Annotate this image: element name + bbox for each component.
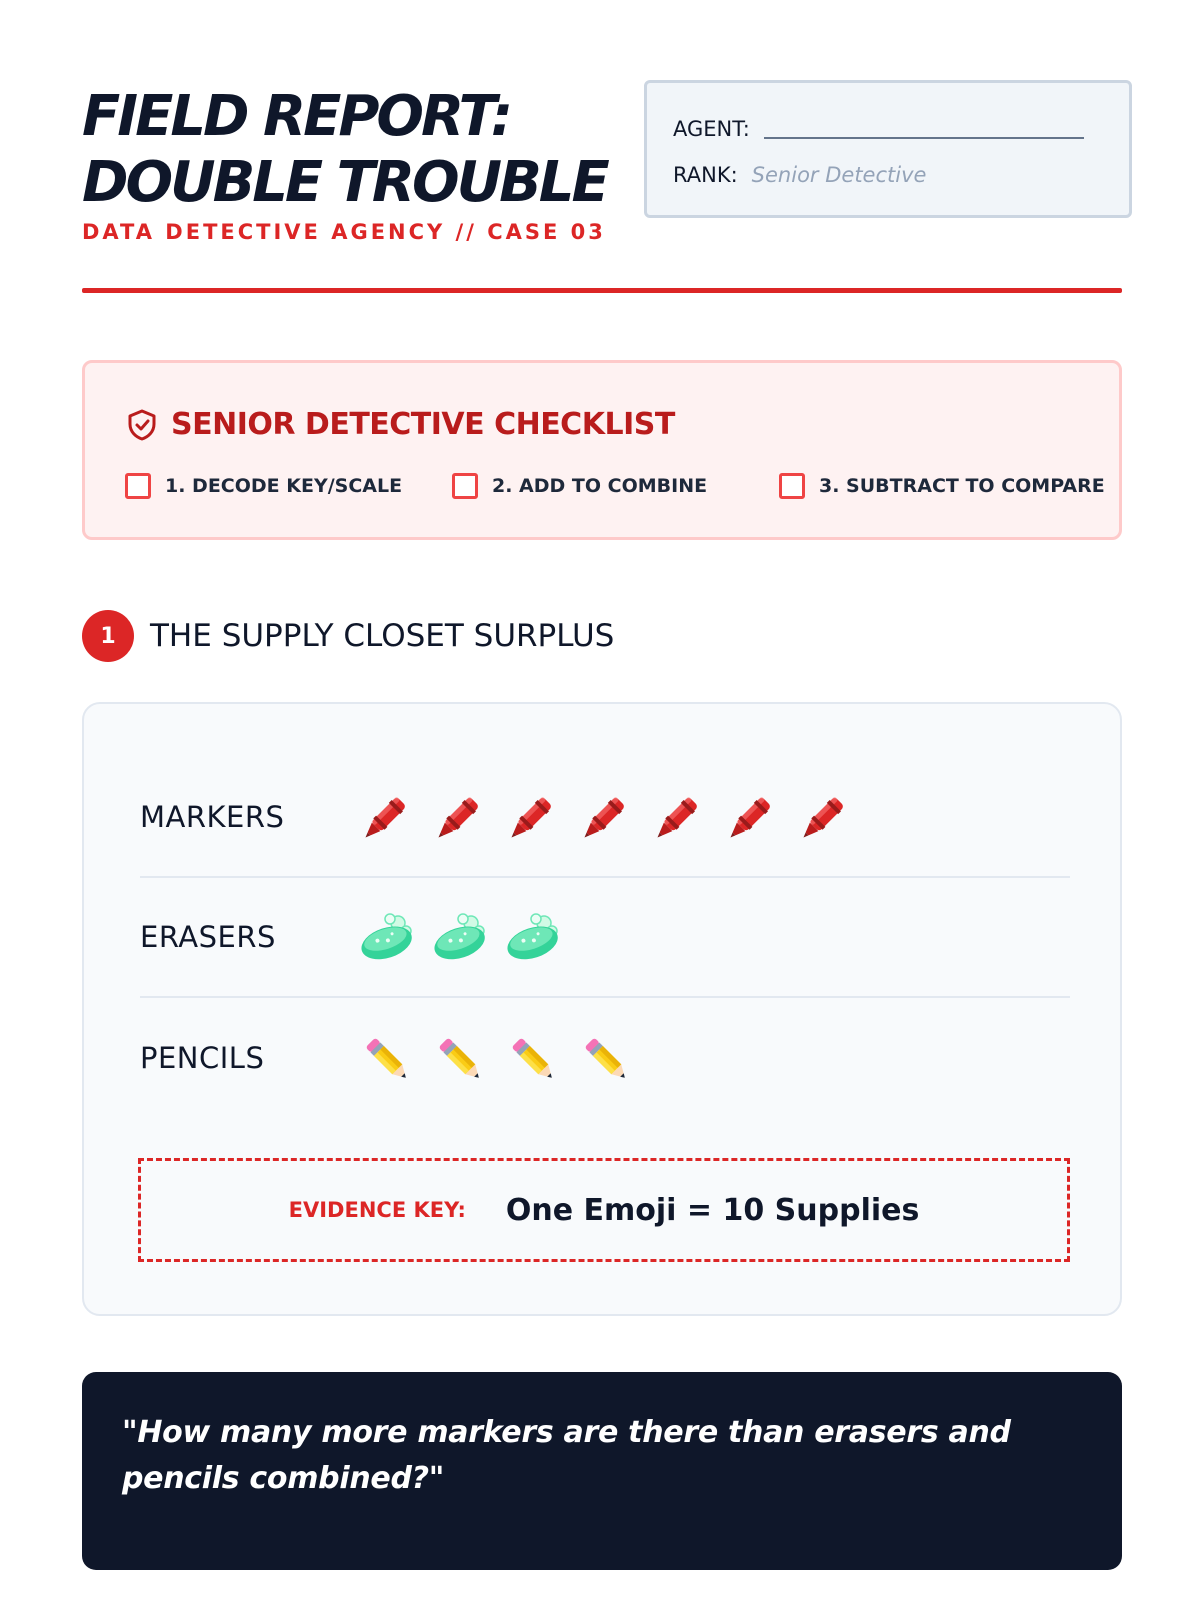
- pencil-icon: [500, 1026, 564, 1090]
- eraser-icon: [354, 905, 418, 969]
- eraser-icon: [500, 905, 564, 969]
- agency-subtitle: DATA DETECTIVE AGENCY // CASE 03: [82, 220, 606, 244]
- agent-row: [673, 111, 1103, 147]
- header-divider: [82, 288, 1122, 293]
- evidence-key-label: EVIDENCE KEY:: [288, 1198, 466, 1222]
- checklist-item-subtract[interactable]: [779, 473, 1105, 499]
- marker-icon: [500, 785, 564, 849]
- shield-check-icon: [127, 409, 157, 441]
- report-header: [82, 80, 1132, 290]
- checkbox[interactable]: [452, 473, 478, 499]
- eraser-icon: [427, 905, 491, 969]
- marker-icon: [646, 785, 710, 849]
- evidence-key: [138, 1158, 1070, 1262]
- chart-row-erasers: [140, 878, 1070, 998]
- category-label: PENCILS: [140, 1041, 265, 1075]
- page-title-line-2: DOUBLE TROUBLE: [82, 150, 607, 215]
- section-title: THE SUPPLY CLOSET SURPLUS: [150, 618, 615, 654]
- checklist-item-add[interactable]: [452, 473, 707, 499]
- checklist-title: SENIOR DETECTIVE CHECKLIST: [171, 407, 675, 442]
- category-label: MARKERS: [140, 800, 285, 834]
- checklist-item-label: 3. SUBTRACT TO COMPARE: [819, 475, 1105, 497]
- checklist-item-label: 2. ADD TO COMBINE: [492, 475, 708, 497]
- checkbox[interactable]: [125, 473, 151, 499]
- icon-group-markers: [354, 785, 865, 849]
- title-block: [82, 84, 642, 244]
- question-text: "How many more markers are there than erasers and pencils combined?": [122, 1415, 1011, 1496]
- marker-icon: [719, 785, 783, 849]
- pencil-icon: [573, 1026, 637, 1090]
- chart-row-markers: [140, 758, 1070, 878]
- marker-icon: [792, 785, 856, 849]
- section-number-badge: 1: [82, 610, 134, 662]
- rank-value: Senior Detective: [751, 163, 927, 187]
- marker-icon: [427, 785, 491, 849]
- agent-label: AGENT:: [673, 117, 750, 141]
- pencil-icon: [354, 1026, 418, 1090]
- page-title-line-1: FIELD REPORT:: [82, 84, 511, 149]
- checklist-item-label: 1. DECODE KEY/SCALE: [165, 475, 403, 497]
- evidence-key-value: One Emoji = 10 Supplies: [505, 1192, 920, 1228]
- checklist-panel: [82, 360, 1122, 540]
- agent-name-field[interactable]: [764, 137, 1084, 139]
- checklist-item-decode[interactable]: [125, 473, 402, 499]
- rank-row: [673, 157, 1103, 193]
- checklist-heading: [127, 407, 675, 442]
- question-box: [82, 1372, 1122, 1570]
- marker-icon: [354, 785, 418, 849]
- chart-row-pencils: [140, 998, 1070, 1118]
- category-label: ERASERS: [140, 920, 276, 954]
- pencil-icon: [427, 1026, 491, 1090]
- rank-label: RANK:: [673, 163, 738, 187]
- marker-icon: [573, 785, 637, 849]
- icon-group-erasers: [354, 905, 573, 969]
- checkbox[interactable]: [779, 473, 805, 499]
- pictograph-card: [82, 702, 1122, 1316]
- icon-group-pencils: [354, 1026, 646, 1090]
- agent-info-box: [644, 80, 1132, 218]
- section-heading: [82, 610, 614, 662]
